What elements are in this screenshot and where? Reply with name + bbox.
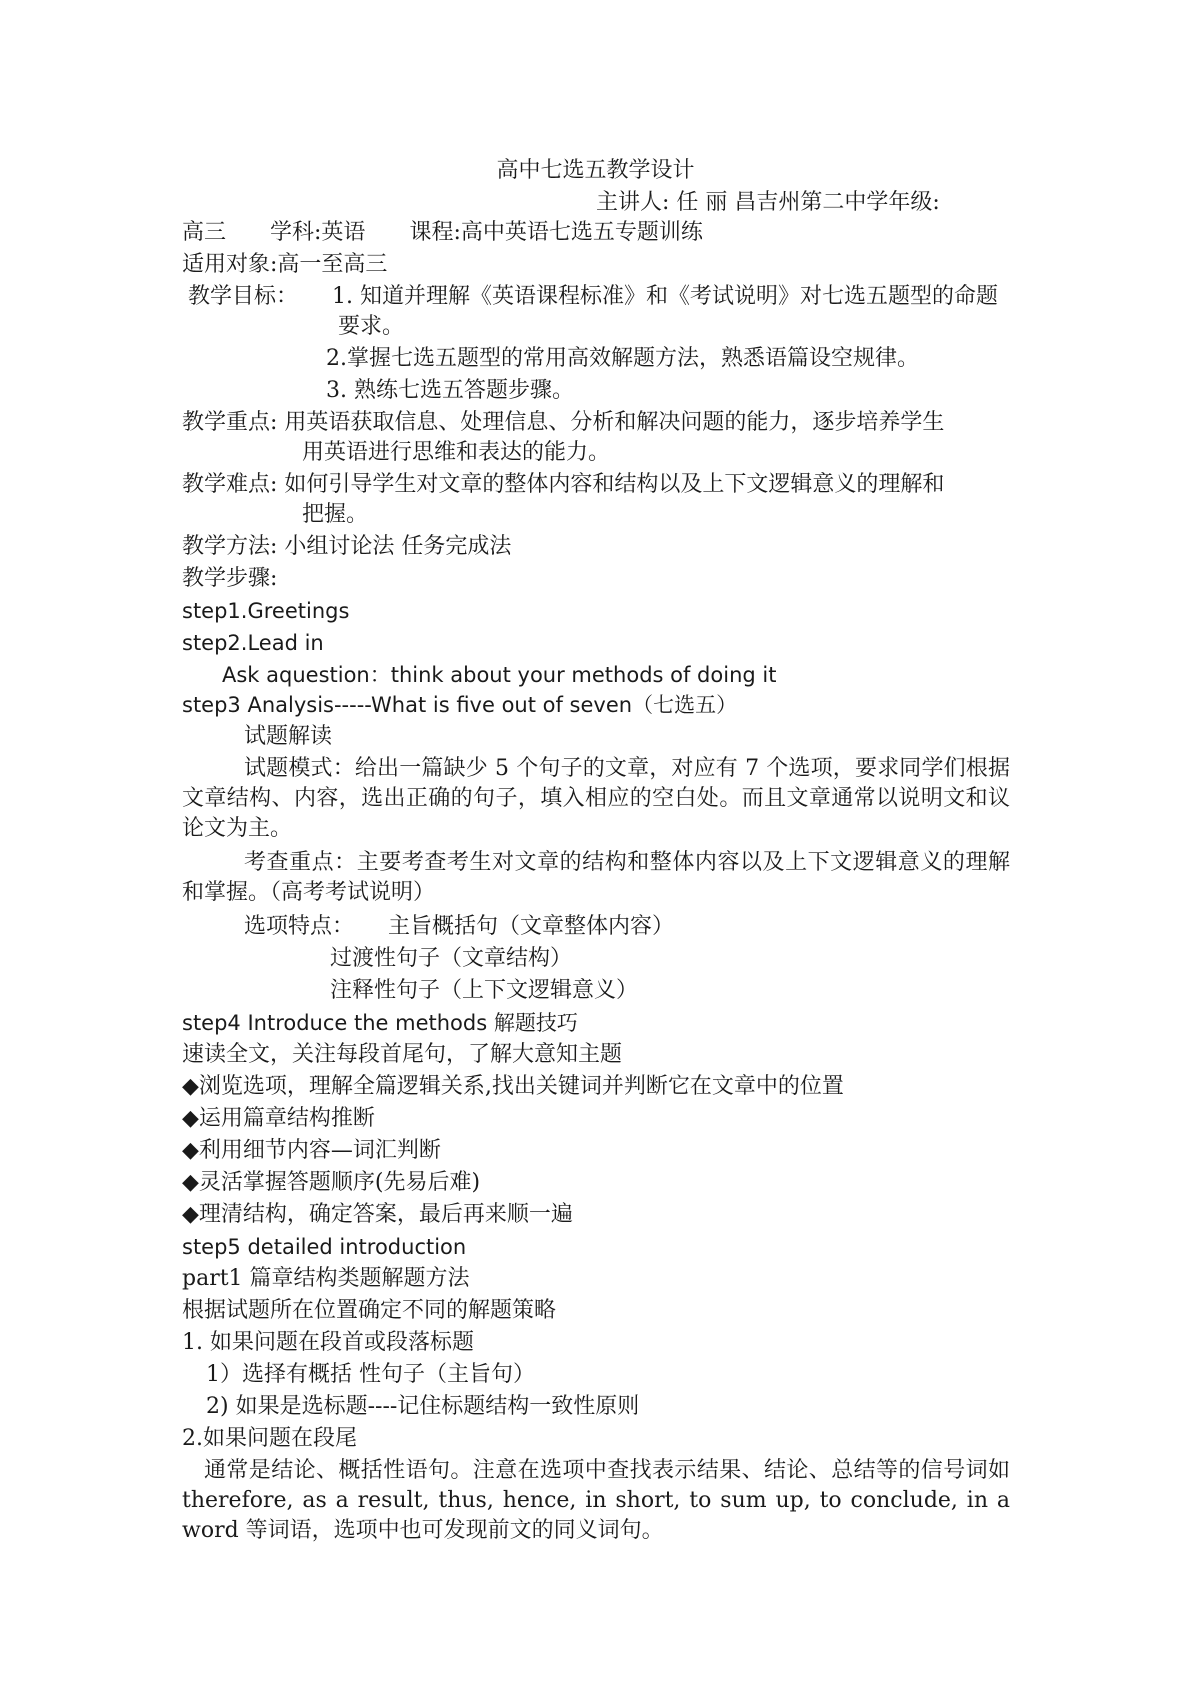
course-value: 课程:高中英语七选五专题训练 [409, 220, 703, 245]
key-point-line: 教学重点: 用英语获取信息、处理信息、分析和解决问题的能力，逐步培养学生 [182, 410, 945, 435]
part1-heading: part1 篇章结构类题解题方法 [182, 1266, 470, 1291]
step4-intro: 速读全文，关注每段首尾句，了解大意知主题 [182, 1042, 623, 1067]
step5-heading: step5 detailed introduction [182, 1235, 467, 1259]
teaching-steps-label: 教学步骤: [182, 566, 278, 591]
difficulty-continued: 把握。 [302, 502, 369, 527]
step2-heading: step2.Lead in [182, 631, 324, 655]
case2-paragraph: 通常是结论、概括性语句。注意在选项中查找表示结果、结论、总结等的信号词如 therefore, as a result, thus, hence, in short, to sum up, to conclude, in a word 等词语，选项中也可发现前文的同义词句。 [182, 1458, 1010, 1543]
step3-heading: step3 Analysis-----What is five out of seven（七选五） [182, 693, 738, 717]
step2-question: Ask aquestion：think about your methods of doing it [222, 663, 777, 687]
goals-label: 教学目标： [188, 284, 299, 309]
goal-item-1: 1. 知道并理解《英语课程标准》和《考试说明》对七选五题型的命题 [332, 284, 999, 309]
case1-item-a: 1）选择有概括 性句子（主旨句） [206, 1362, 535, 1387]
case1-heading: 1. 如果问题在段首或段落标题 [182, 1330, 474, 1355]
step3-mode-paragraph: 试题模式：给出一篇缺少 5 个句子的文章，对应有 7 个选项，要求同学们根据文章结构、内容，选出正确的句子，填入相应的空白处。而且文章通常以说明文和议论文为主。 [182, 756, 1010, 841]
feature-label: 选项特点： [244, 914, 355, 939]
step4-bullet: ◆灵活掌握答题顺序(先易后难) [182, 1170, 481, 1195]
case1-item-b: 2) 如果是选标题----记住标题结构一致性原则 [206, 1394, 640, 1419]
feature-1: 主旨概括句（文章整体内容） [388, 914, 675, 939]
step3-focus-paragraph: 考查重点：主要考查考生对文章的结构和整体内容以及上下文逻辑意义的理解和掌握。（高考考试说明） [182, 850, 1010, 905]
grade-subject-line [182, 218, 703, 248]
presenter-line: 主讲人: 任 丽 昌吉州第二中学年级: [596, 190, 940, 215]
teaching-method-line: 教学方法: 小组讨论法 任务完成法 [182, 534, 512, 559]
feature-2: 过渡性句子（文章结构） [330, 946, 573, 971]
step3-subheading: 试题解读 [244, 724, 333, 749]
step4-heading: step4 Introduce the methods 解题技巧 [182, 1011, 578, 1035]
case2-heading: 2.如果问题在段尾 [182, 1426, 357, 1451]
audience-line: 适用对象:高一至高三 [182, 252, 388, 277]
option-features-line [244, 912, 674, 942]
difficulty-line: 教学难点: 如何引导学生对文章的整体内容和结构以及上下文逻辑意义的理解和 [182, 472, 945, 497]
step4-bullet: ◆运用篇章结构推断 [182, 1106, 375, 1131]
goal-item-2: 2.掌握七选五题型的常用高效解题方法，熟悉语篇设空规律。 [326, 346, 919, 371]
step4-bullet: ◆利用细节内容—词汇判断 [182, 1138, 441, 1163]
document-title: 高中七选五教学设计 [496, 158, 695, 183]
key-point-continued: 用英语进行思维和表达的能力。 [302, 440, 611, 465]
grade-value: 高三 [182, 220, 227, 245]
subject-value: 学科:英语 [270, 220, 366, 245]
step1-heading: step1.Greetings [182, 599, 350, 623]
feature-3: 注释性句子（上下文逻辑意义） [330, 978, 639, 1003]
part1-intro: 根据试题所在位置确定不同的解题策略 [182, 1298, 557, 1323]
step4-bullet: ◆浏览选项，理解全篇逻辑关系,找出关键词并判断它在文章中的位置 [182, 1074, 844, 1099]
goal-item-1-continued: 要求。 [338, 314, 405, 339]
goal-item-3: 3. 熟练七选五答题步骤。 [326, 378, 574, 403]
step4-bullet: ◆理清结构，确定答案，最后再来顺一遍 [182, 1202, 573, 1227]
teaching-goals-line [188, 282, 998, 312]
